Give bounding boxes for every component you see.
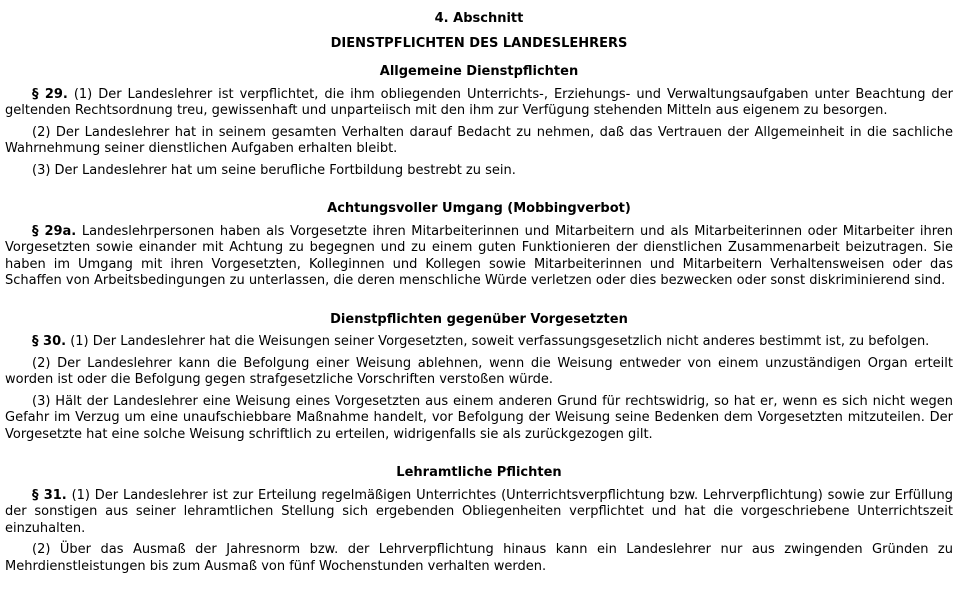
heading-achtungsvoller-umgang: Achtungsvoller Umgang (Mobbingverbot)	[327, 201, 631, 216]
heading-dienstpflichten-vorgesetzten: Dienstpflichten gegenüber Vorgesetzten	[330, 311, 628, 327]
paragraph-31-1	[5, 488, 953, 538]
heading-allgemeine-dienstpflichten: Allgemeine Dienstpflichten	[379, 64, 579, 79]
paragraph-29-1	[5, 87, 953, 120]
paragraph-29-2	[5, 125, 953, 158]
section-title: DIENSTPFLICHTEN DES LANDESLEHRERS	[330, 35, 628, 51]
paragraph-30-1	[5, 334, 953, 351]
paragraph-30-2	[5, 356, 953, 389]
paragraph-text: (2) Über das Ausmaß der Jahresnorm bzw. der Lehrverpflichtung hinaus kann ein Landeslehrer nur aus zwingenden Gründen zu Mehrdienstleistungen bis zum Ausmaß von fünf Wochenstunden verhalten werden.	[5, 542, 953, 574]
paragraph-31-2	[5, 542, 953, 575]
heading-lehramtliche-pflichten: Lehramtliche Pflichten	[396, 465, 562, 480]
paragraph-text: (2) Der Landeslehrer kann die Befolgung einer Weisung ablehnen, wenn die Weisung entweder von einem unzuständigen Organ erteilt worden ist oder die Befolgung gegen strafgesetzliche Vorschriften verstoßen würde.	[5, 355, 953, 387]
section-mark: § 31.	[32, 487, 67, 503]
paragraph-text: (3) Hält der Landeslehrer eine Weisung eines Vorgesetzten aus einem anderen Grund für rechtswidrig, so hat er, wenn es sich nicht wegen Gefahr im Verzug um eine unaufschiebbare Maßnahme handelt, vor Befolgung der Weisung seine Bedenken dem Vorgesetzten mitzuteilen. Der Vorgesetzte hat eine solche Weisung schriftlich zu erteilen, widrigenfalls sie als zurückgezogen gilt.	[5, 393, 953, 442]
section-mark: § 29.	[32, 86, 68, 102]
paragraph-text: (1) Der Landeslehrer ist zur Erteilung regelmäßigen Unterrichtes (Unterrichtsverpflichtung bzw. Lehrverpflichtung) sowie zur Erfüllung der sonstigen aus seiner lehramtlichen Stellung sich ergebenden Obliegenheiten verpflichtet und hat die vorgeschriebene Unterrichtszeit einzuhalten.	[5, 487, 954, 536]
paragraph-text: (1) Der Landeslehrer hat die Weisungen seiner Vorgesetzten, soweit verfassungsgesetzlich nicht anderes bestimmt ist, zu befolgen.	[66, 334, 930, 349]
section-mark: § 29a.	[32, 223, 77, 239]
section-mark: § 30.	[32, 334, 67, 349]
paragraph-30-3	[5, 394, 953, 444]
paragraph-29-3	[5, 163, 953, 180]
paragraph-text: Landeslehrpersonen haben als Vorgesetzte ihren Mitarbeiterinnen und Mitarbeitern und als Mitarbeiterinnen oder Mitarbeiter ihren Vorgesetzten sowie einander mit Achtung zu begegnen und zu einem guten Funktionieren der dienstlichen Zusammenarbeit beizutragen. Sie haben im Umgang mit ihren Vorgesetzten, Kolleginnen und Kollegen sowie Mitarbeiterinnen und Mitarbeitern Verhaltensweisen oder das Schaffen von Arbeitsbedingungen zu unterlassen, die deren menschliche Würde verletzen oder dies bezwecken oder sonst diskriminierend sind.	[5, 223, 954, 288]
paragraph-text: (1) Der Landeslehrer ist verpflichtet, die ihm obliegenden Unterrichts-, Erziehungs- und Verwaltungsaufgaben unter Beachtung der geltenden Rechtsordnung treu, gewissenhaft und unparteiisch mit den ihm zur Verfügung stehenden Mitteln aus eigenem zu besorgen.	[5, 86, 953, 118]
section-number: 4. Abschnitt	[434, 11, 524, 26]
document	[5, 0, 953, 575]
paragraph-text: (2) Der Landeslehrer hat in seinem gesamten Verhalten darauf Bedacht zu nehmen, daß das Vertrauen der Allgemeinheit in die sachliche Wahrnehmung seiner dienstlichen Aufgaben erhalten bleibt.	[5, 124, 953, 156]
paragraph-text: (3) Der Landeslehrer hat um seine berufliche Fortbildung bestrebt zu sein.	[32, 162, 516, 178]
paragraph-29a	[5, 224, 953, 290]
